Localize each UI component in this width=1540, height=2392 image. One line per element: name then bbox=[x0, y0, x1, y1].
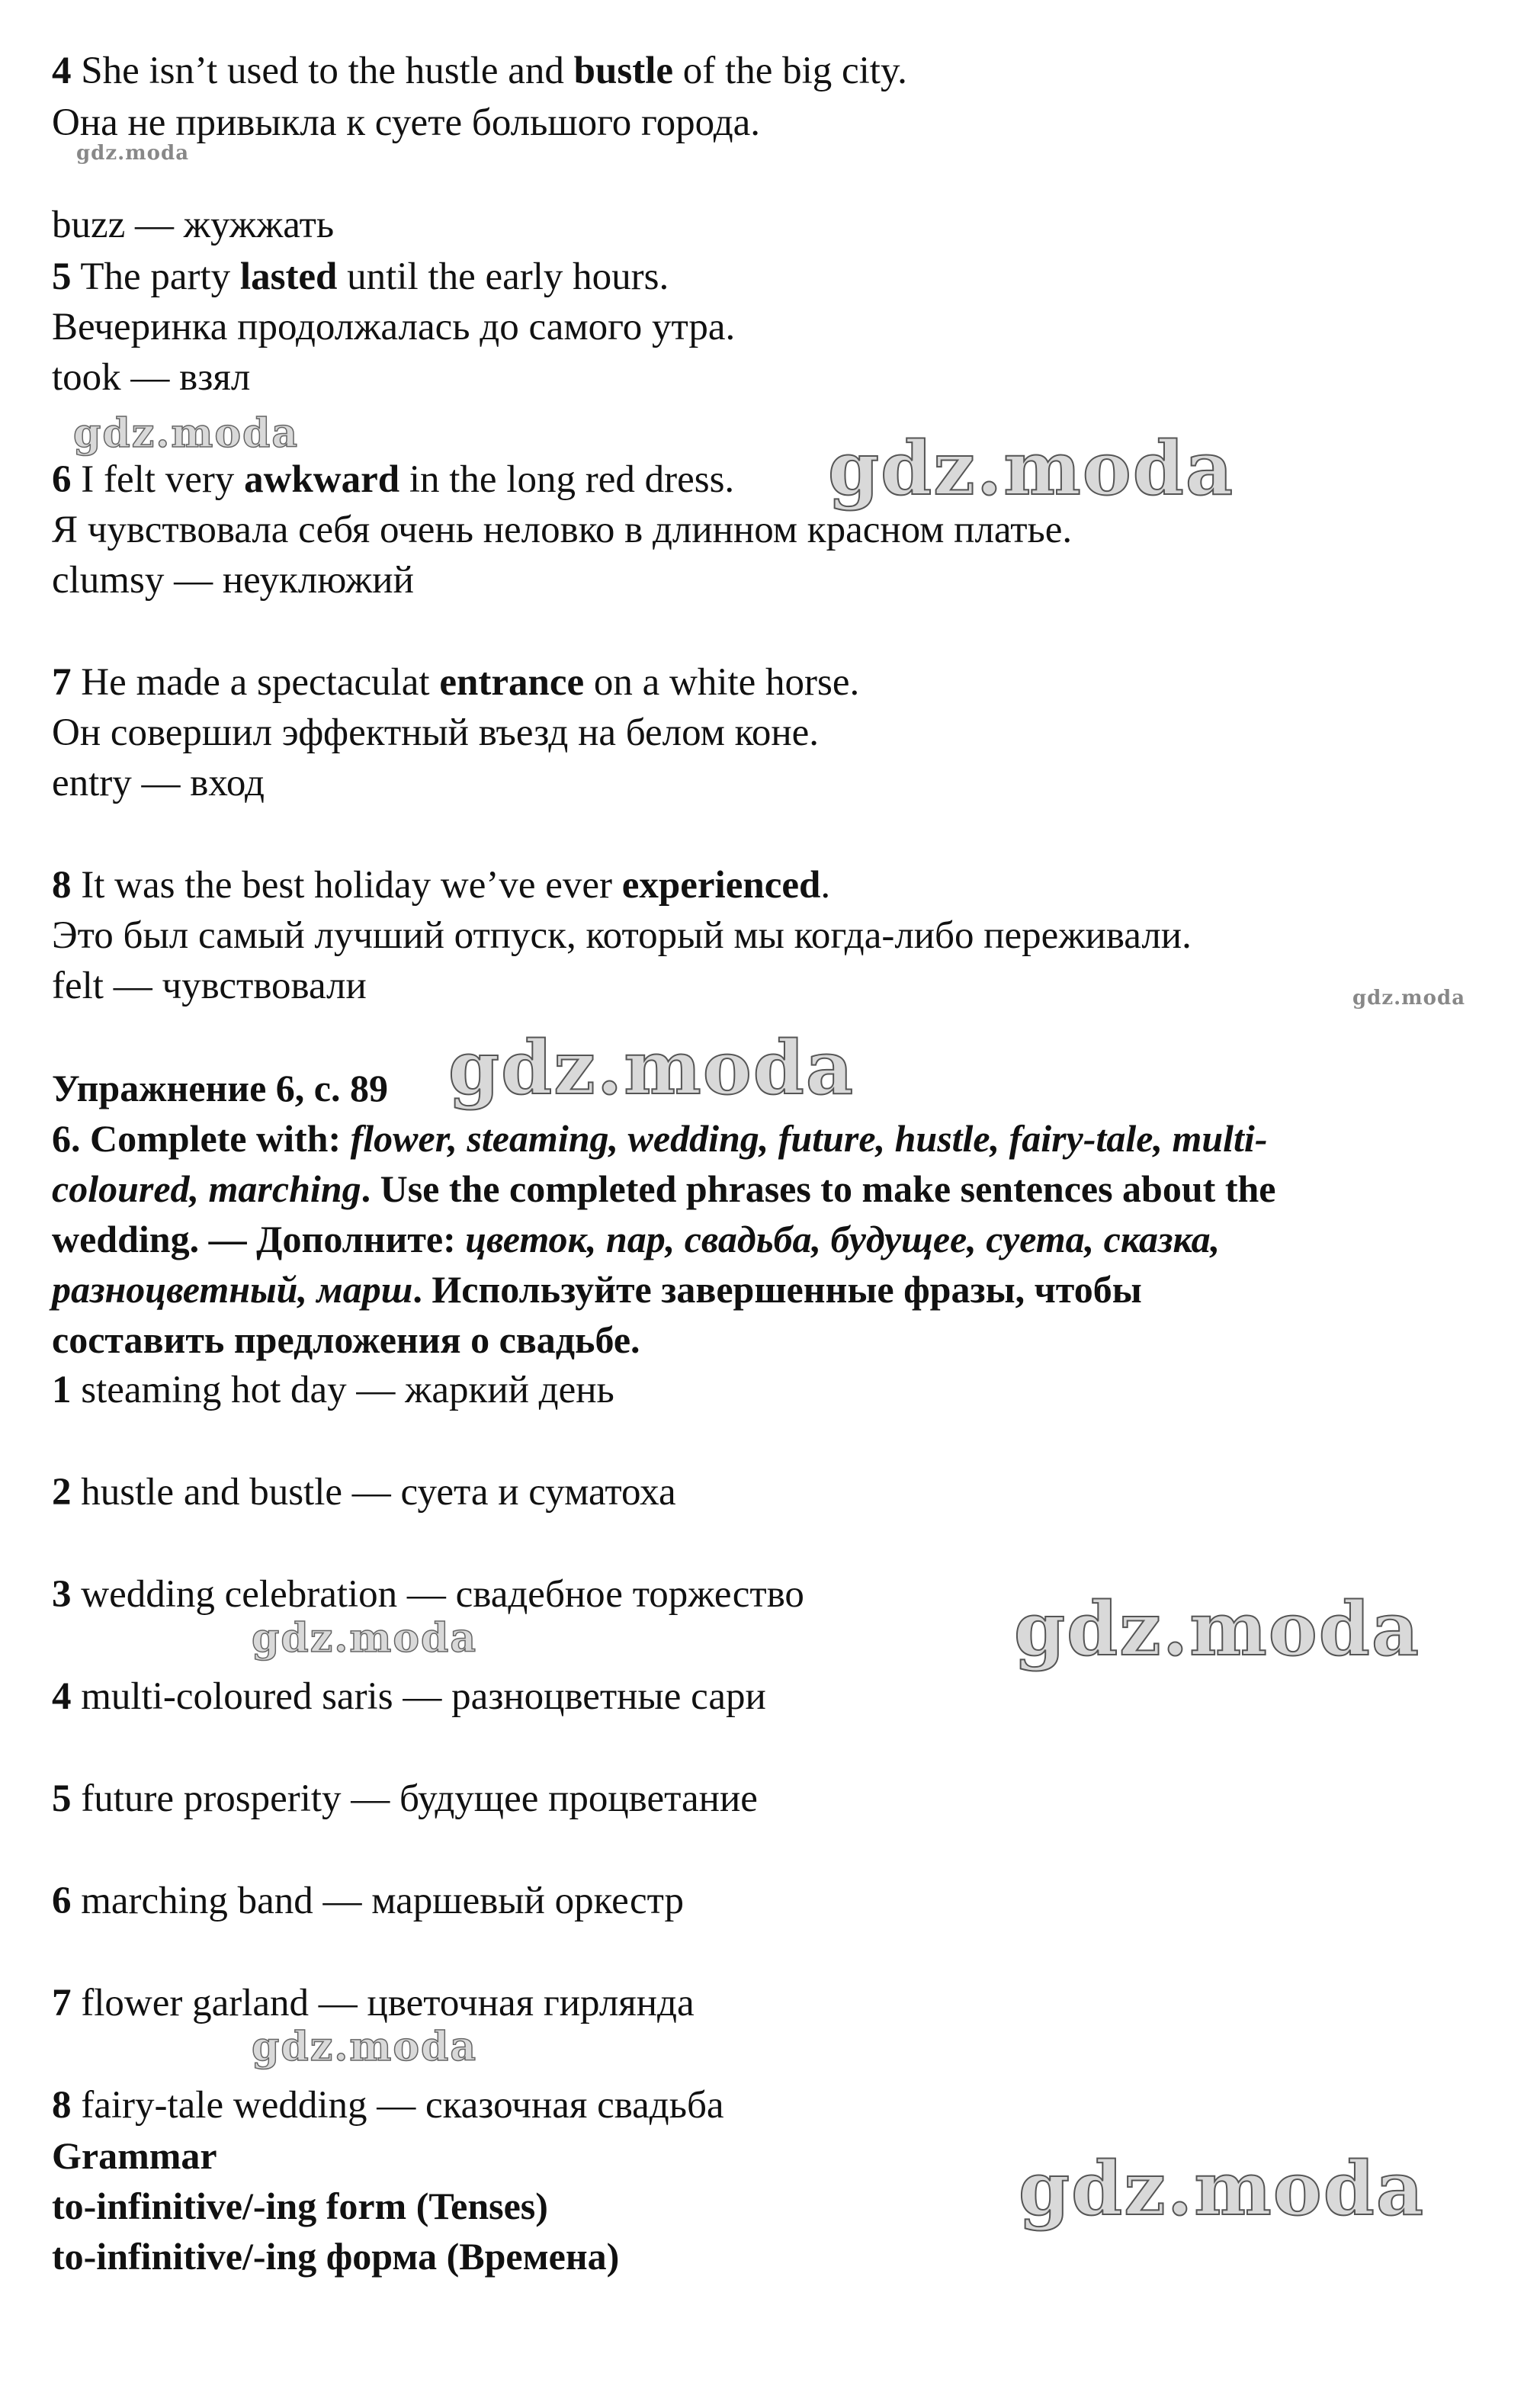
grammar-subtitle-en: to-infinitive/-ing form (Tenses) bbox=[52, 2185, 548, 2227]
item-5-synonym: took — взял bbox=[52, 356, 251, 399]
watermark: gdz.moda bbox=[252, 2024, 478, 2070]
answer-item: 4 multi-coloured saris — разноцветные сари bbox=[52, 1675, 766, 1718]
item-4-sentence: 4 She isn’t used to the hustle and bustle of the big city. bbox=[52, 50, 907, 92]
watermark: gdz.moda bbox=[1014, 1586, 1421, 1672]
item-7-translation: Он совершил эффектный въезд на белом коне. bbox=[52, 711, 820, 754]
item-8-synonym: felt — чувствовали bbox=[52, 965, 367, 1007]
watermark: gdz.moda bbox=[252, 1615, 478, 1662]
item-8-sentence: 8 It was the best holiday we’ve ever experienced. bbox=[52, 864, 831, 907]
watermark: gdz.moda bbox=[76, 142, 190, 165]
grammar-subtitle-ru: to-infinitive/-ing форма (Времена) bbox=[52, 2235, 620, 2278]
watermark: gdz.moda bbox=[1352, 987, 1466, 1010]
exercise-instruction-line-3: wedding. — Дополните: цветок, пар, свадьба, будущее, суета, сказка, bbox=[52, 1218, 1221, 1260]
answer-item: 5 future prosperity — будущее процветание bbox=[52, 1777, 758, 1820]
item-4-synonym: buzz — жужжать bbox=[52, 204, 335, 246]
item-7-synonym: entry — вход bbox=[52, 762, 265, 804]
item-6-synonym: clumsy — неуклюжий bbox=[52, 559, 414, 602]
exercise-instruction-line-2: coloured, marching. Use the completed phrases to make sentences about the bbox=[52, 1167, 1276, 1210]
answer-item: 2 hustle and bustle — суета и суматоха bbox=[52, 1471, 676, 1514]
answer-item: 8 fairy-tale wedding — сказочная свадьба bbox=[52, 2084, 724, 2127]
watermark: gdz.moda bbox=[448, 1025, 855, 1111]
answer-item: 1 steaming hot day — жаркий день bbox=[52, 1369, 614, 1411]
watermark: gdz.moda bbox=[73, 410, 300, 457]
answer-item: 7 flower garland — цветочная гирлянда bbox=[52, 1982, 695, 2024]
exercise-instruction-line-4: разноцветный, марш. Используйте завершенные фразы, чтобы bbox=[52, 1268, 1142, 1311]
item-8-translation: Это был самый лучший отпуск, который мы когда-либо переживали. bbox=[52, 914, 1192, 957]
exercise-instruction-line-1: 6. Complete with: flower, steaming, wedding, future, hustle, fairy-tale, multi- bbox=[52, 1117, 1268, 1160]
answer-item: 6 marching band — маршевый оркестр bbox=[52, 1880, 685, 1922]
watermark: gdz.moda bbox=[1019, 2146, 1426, 2232]
watermark: gdz.moda bbox=[828, 425, 1235, 512]
answer-item: 3 wedding celebration — свадебное торжество bbox=[52, 1573, 804, 1616]
exercise-instruction-line-5: составить предложения о свадьбе. bbox=[52, 1318, 640, 1361]
grammar-title: Grammar bbox=[52, 2134, 217, 2177]
exercise-title: Упражнение 6, с. 89 bbox=[52, 1067, 388, 1109]
item-5-sentence: 5 The party lasted until the early hours. bbox=[52, 255, 669, 298]
item-7-sentence: 7 He made a spectaculat entrance on a white horse. bbox=[52, 661, 860, 704]
item-6-translation: Я чувствовала себя очень неловко в длинном красном платье. bbox=[52, 509, 1073, 551]
item-4-translation: Она не привыкла к суете большого города. bbox=[52, 101, 761, 144]
item-5-translation: Вечеринка продолжалась до самого утра. bbox=[52, 306, 736, 348]
item-6-sentence: 6 I felt very awkward in the long red dress. bbox=[52, 458, 735, 501]
